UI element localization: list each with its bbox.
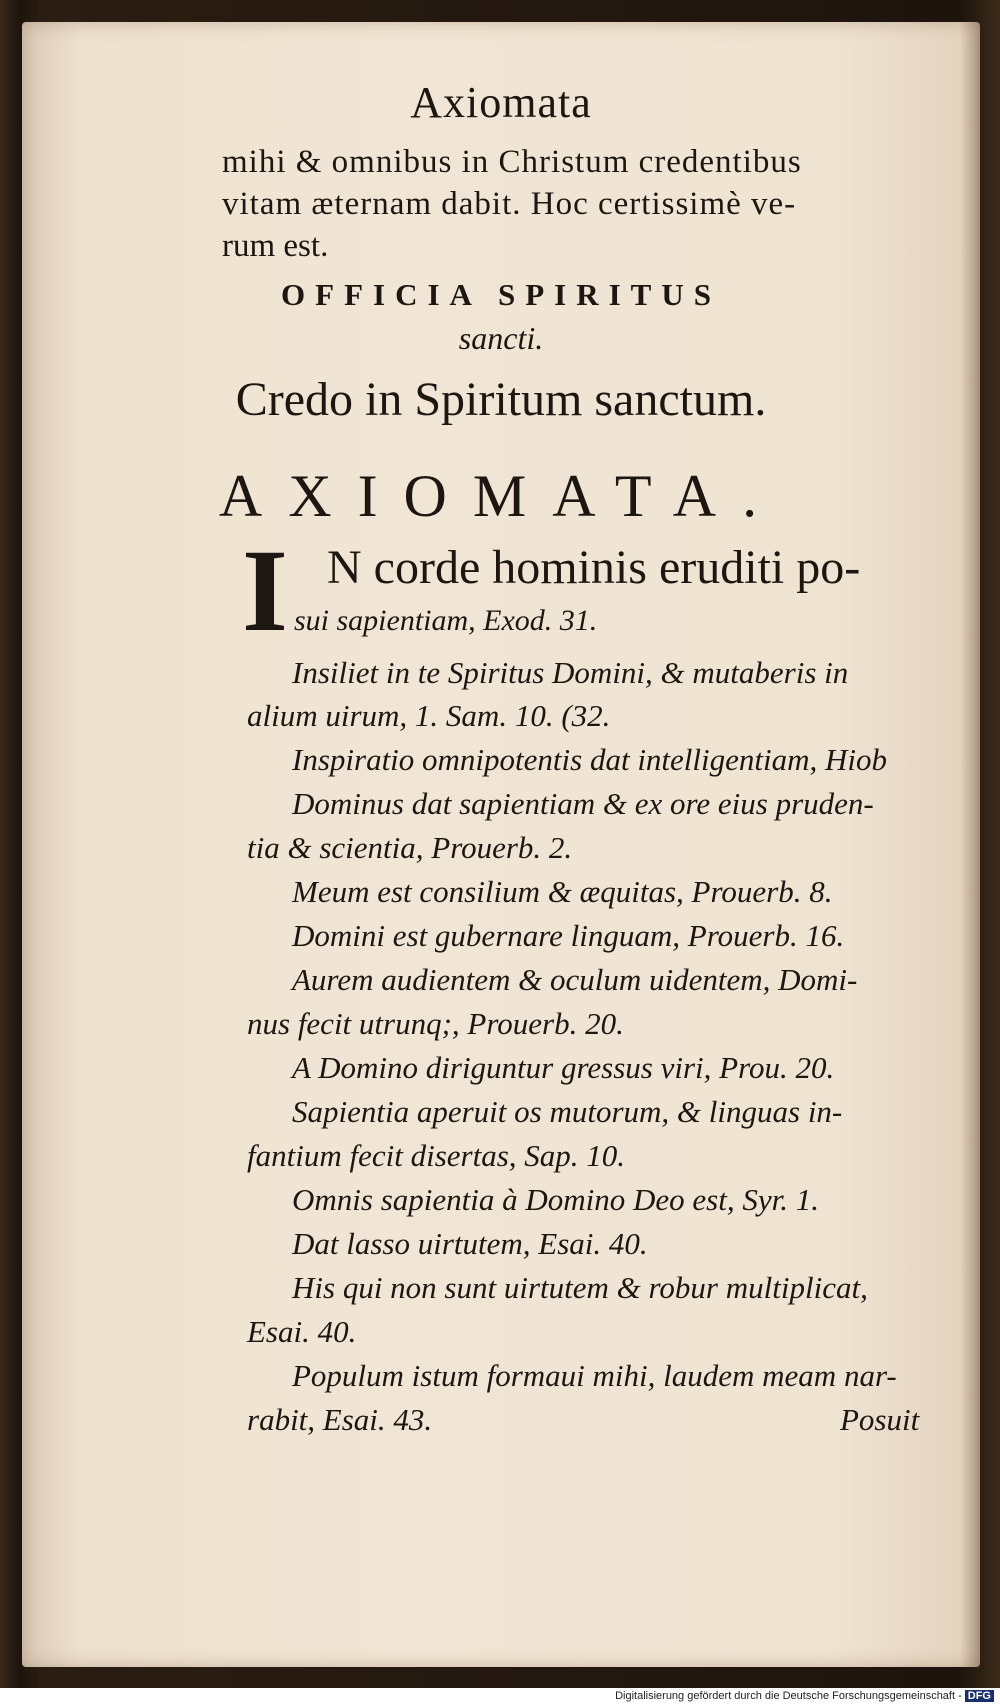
verse-line: His qui non sunt uirtutem & robur multiplicat,	[292, 1270, 868, 1305]
section-subtitle: sancti.	[458, 320, 544, 356]
verse-line: Omnis sapientia à Domino Deo est, Syr. 1.	[292, 1182, 819, 1217]
verse-line: Aurem audientem & oculum uidentem, Domi-	[292, 962, 858, 997]
verse-line: Insiliet in te Spiritus Domini, & mutaberis in	[292, 655, 849, 690]
section-title: OFFICIA SPIRITUS	[281, 277, 721, 312]
creed-heading: Credo in Spiritum sanctum.	[235, 373, 767, 426]
verse-line: Sapientia aperuit os mutorum, & linguas in-	[292, 1094, 843, 1129]
catchword: Posuit	[840, 1402, 920, 1437]
verse-line: tia & scientia, Prouerb. 2.	[247, 830, 573, 865]
verse-line: nus fecit utrunq;, Prouerb. 20.	[247, 1006, 624, 1041]
verse-line: Meum est consilium & æquitas, Prouerb. 8.	[292, 874, 833, 909]
verse-line: Esai. 40.	[247, 1314, 357, 1349]
running-head: Axiomata	[410, 78, 592, 127]
verse-line: Domini est gubernare linguam, Prouerb. 16.	[292, 918, 845, 953]
footer-text: Digitalisierung gefördert durch die Deutsche Forschungsgemeinschaft -	[615, 1690, 962, 1702]
first-verse-line-1: N corde hominis eruditi po-	[327, 541, 861, 594]
verse-line: rabit, Esai. 43.	[247, 1402, 433, 1437]
verse-line: fantium fecit disertas, Sap. 10.	[247, 1138, 626, 1173]
verse-line: Populum istum formaui mihi, laudem meam nar-	[292, 1358, 897, 1393]
axiomata-heading: AXIOMATA.	[218, 463, 784, 529]
page-text	[22, 22, 980, 1667]
carryover-line-1: mihi & omnibus in Christum credentibus	[222, 144, 802, 180]
digitization-footer	[615, 1690, 994, 1702]
first-verse-line-2: sui sapientiam, Exod. 31.	[294, 604, 598, 637]
verse-line: Dat lasso uirtutem, Esai. 40.	[292, 1226, 648, 1261]
carryover-line-3: rum est.	[222, 228, 329, 264]
dfg-logo: DFG	[965, 1690, 994, 1702]
carryover-line-2: vitam æternam dabit. Hoc certissimè ve-	[222, 186, 797, 222]
drop-cap: I	[242, 525, 288, 656]
verse-line: A Domino diriguntur gressus viri, Prou. 20.	[292, 1050, 835, 1085]
verse-line: Dominus dat sapientiam & ex ore eius pruden-	[292, 786, 874, 821]
verse-line: alium uirum, 1. Sam. 10. (32.	[247, 698, 611, 733]
verse-line: Inspiratio omnipotentis dat intelligentiam, Hiob	[292, 742, 888, 777]
book-page	[22, 22, 980, 1667]
